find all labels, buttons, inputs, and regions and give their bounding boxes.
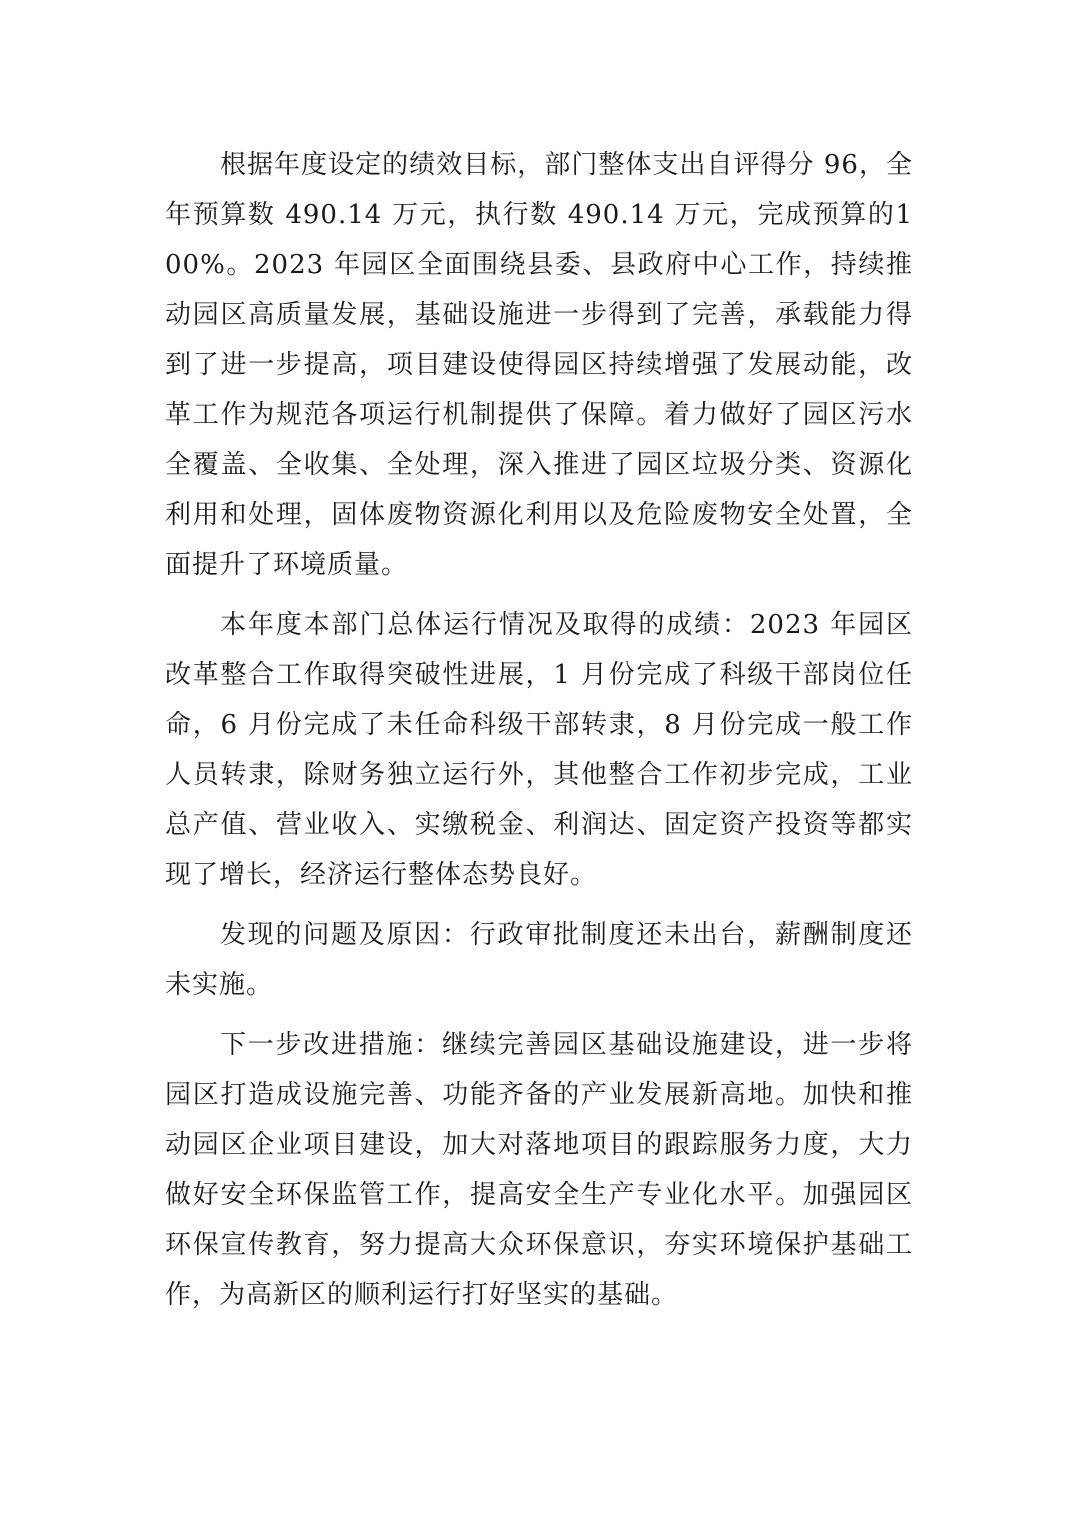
document-body bbox=[165, 140, 913, 1320]
paragraph-problems-causes: 发现的问题及原因：行政审批制度还未出台，薪酬制度还未实施。 bbox=[165, 920, 913, 1000]
paragraph-performance-summary: 根据年度设定的绩效目标，部门整体支出自评得分 96，全年预算数 490.14 万元，执行数 490.14 万元，完成预算的100%。2023 年园区全面围绕县委、县政府中心工作，持续推动园区高质量发展，基础设施进一步得到了完善，承载能力得到了进一步提高，项目建设使得园区持续增强了发展动能，改革工作为规范各项运行机制提供了保障。着力做好了园区污水全覆盖、全收集、全处理，深入推进了园区垃圾分类、资源化利用和处理，固体废物资源化利用以及危险废物安全处置，全面提升了环境质量。 bbox=[165, 150, 913, 580]
paragraph-improvement-measures: 下一步改进措施：继续完善园区基础设施建设，进一步将园区打造成设施完善、功能齐备的产业发展新高地。加快和推动园区企业项目建设，加大对落地项目的跟踪服务力度，大力做好安全环保监管工作，提高安全生产专业化水平。加强园区环保宣传教育，努力提高大众环保意识，夯实环境保护基础工作，为高新区的顺利运行打好坚实的基础。 bbox=[165, 1030, 913, 1310]
paragraph-annual-achievements: 本年度本部门总体运行情况及取得的成绩：2023 年园区改革整合工作取得突破性进展，1 月份完成了科级干部岗位任命，6 月份完成了未任命科级干部转隶，8 月份完成一般工作人员转隶，除财务独立运行外，其他整合工作初步完成，工业总产值、营业收入、实缴税金、利润达、固定资产投资等都实现了增长，经济运行整体态势良好。 bbox=[165, 610, 913, 890]
